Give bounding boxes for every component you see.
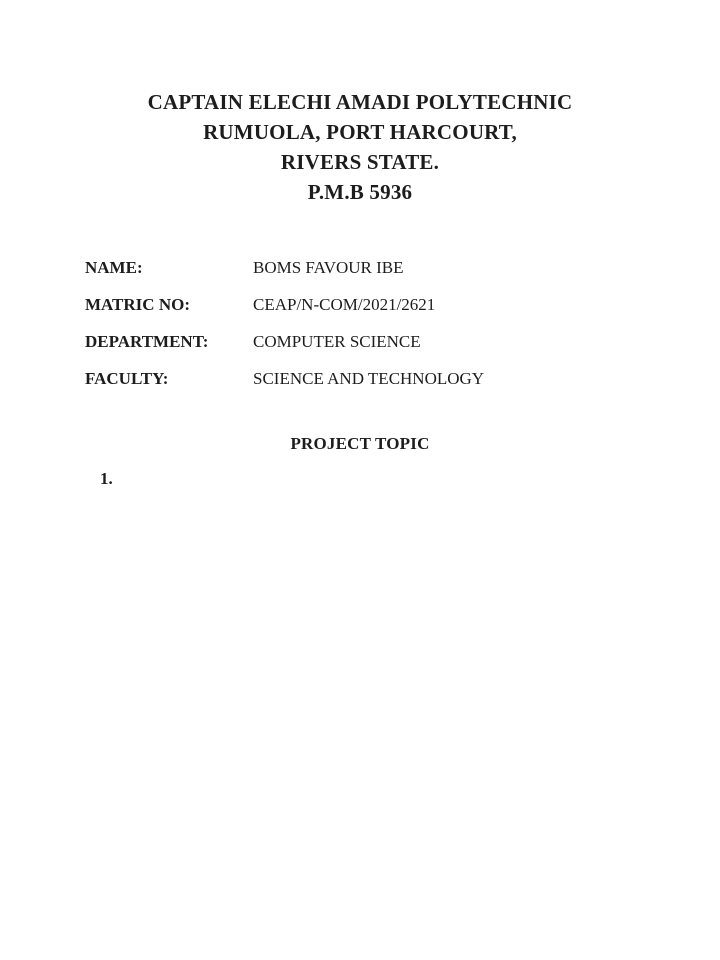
name-value: BOMS FAVOUR IBE — [253, 258, 404, 277]
institution-pmb: P.M.B 5936 — [307, 180, 413, 204]
institution-name: CAPTAIN ELECHI AMADI POLYTECHNIC — [147, 90, 573, 114]
faculty-label: FACULTY: — [85, 369, 169, 388]
institution-header — [0, 0, 720, 207]
info-row-name — [85, 257, 720, 279]
institution-address: RUMUOLA, PORT HARCOURT, — [203, 120, 517, 144]
institution-state: RIVERS STATE. — [280, 150, 440, 174]
student-info-block — [0, 257, 720, 390]
info-row-department — [85, 331, 720, 353]
matric-no-label: MATRIC NO: — [85, 295, 190, 314]
department-value: COMPUTER SCIENCE — [253, 332, 421, 351]
department-label: DEPARTMENT: — [85, 332, 209, 351]
list-item-1 — [100, 468, 720, 490]
faculty-value: SCIENCE AND TECHNOLOGY — [253, 369, 485, 388]
info-row-matric-no — [85, 294, 720, 316]
name-label: NAME: — [85, 258, 143, 277]
project-topic-heading: PROJECT TOPIC — [290, 434, 430, 453]
matric-no-value: CEAP/N-COM/2021/2621 — [253, 295, 436, 314]
info-row-faculty — [85, 368, 720, 390]
list-item-1-number: 1. — [100, 469, 113, 488]
